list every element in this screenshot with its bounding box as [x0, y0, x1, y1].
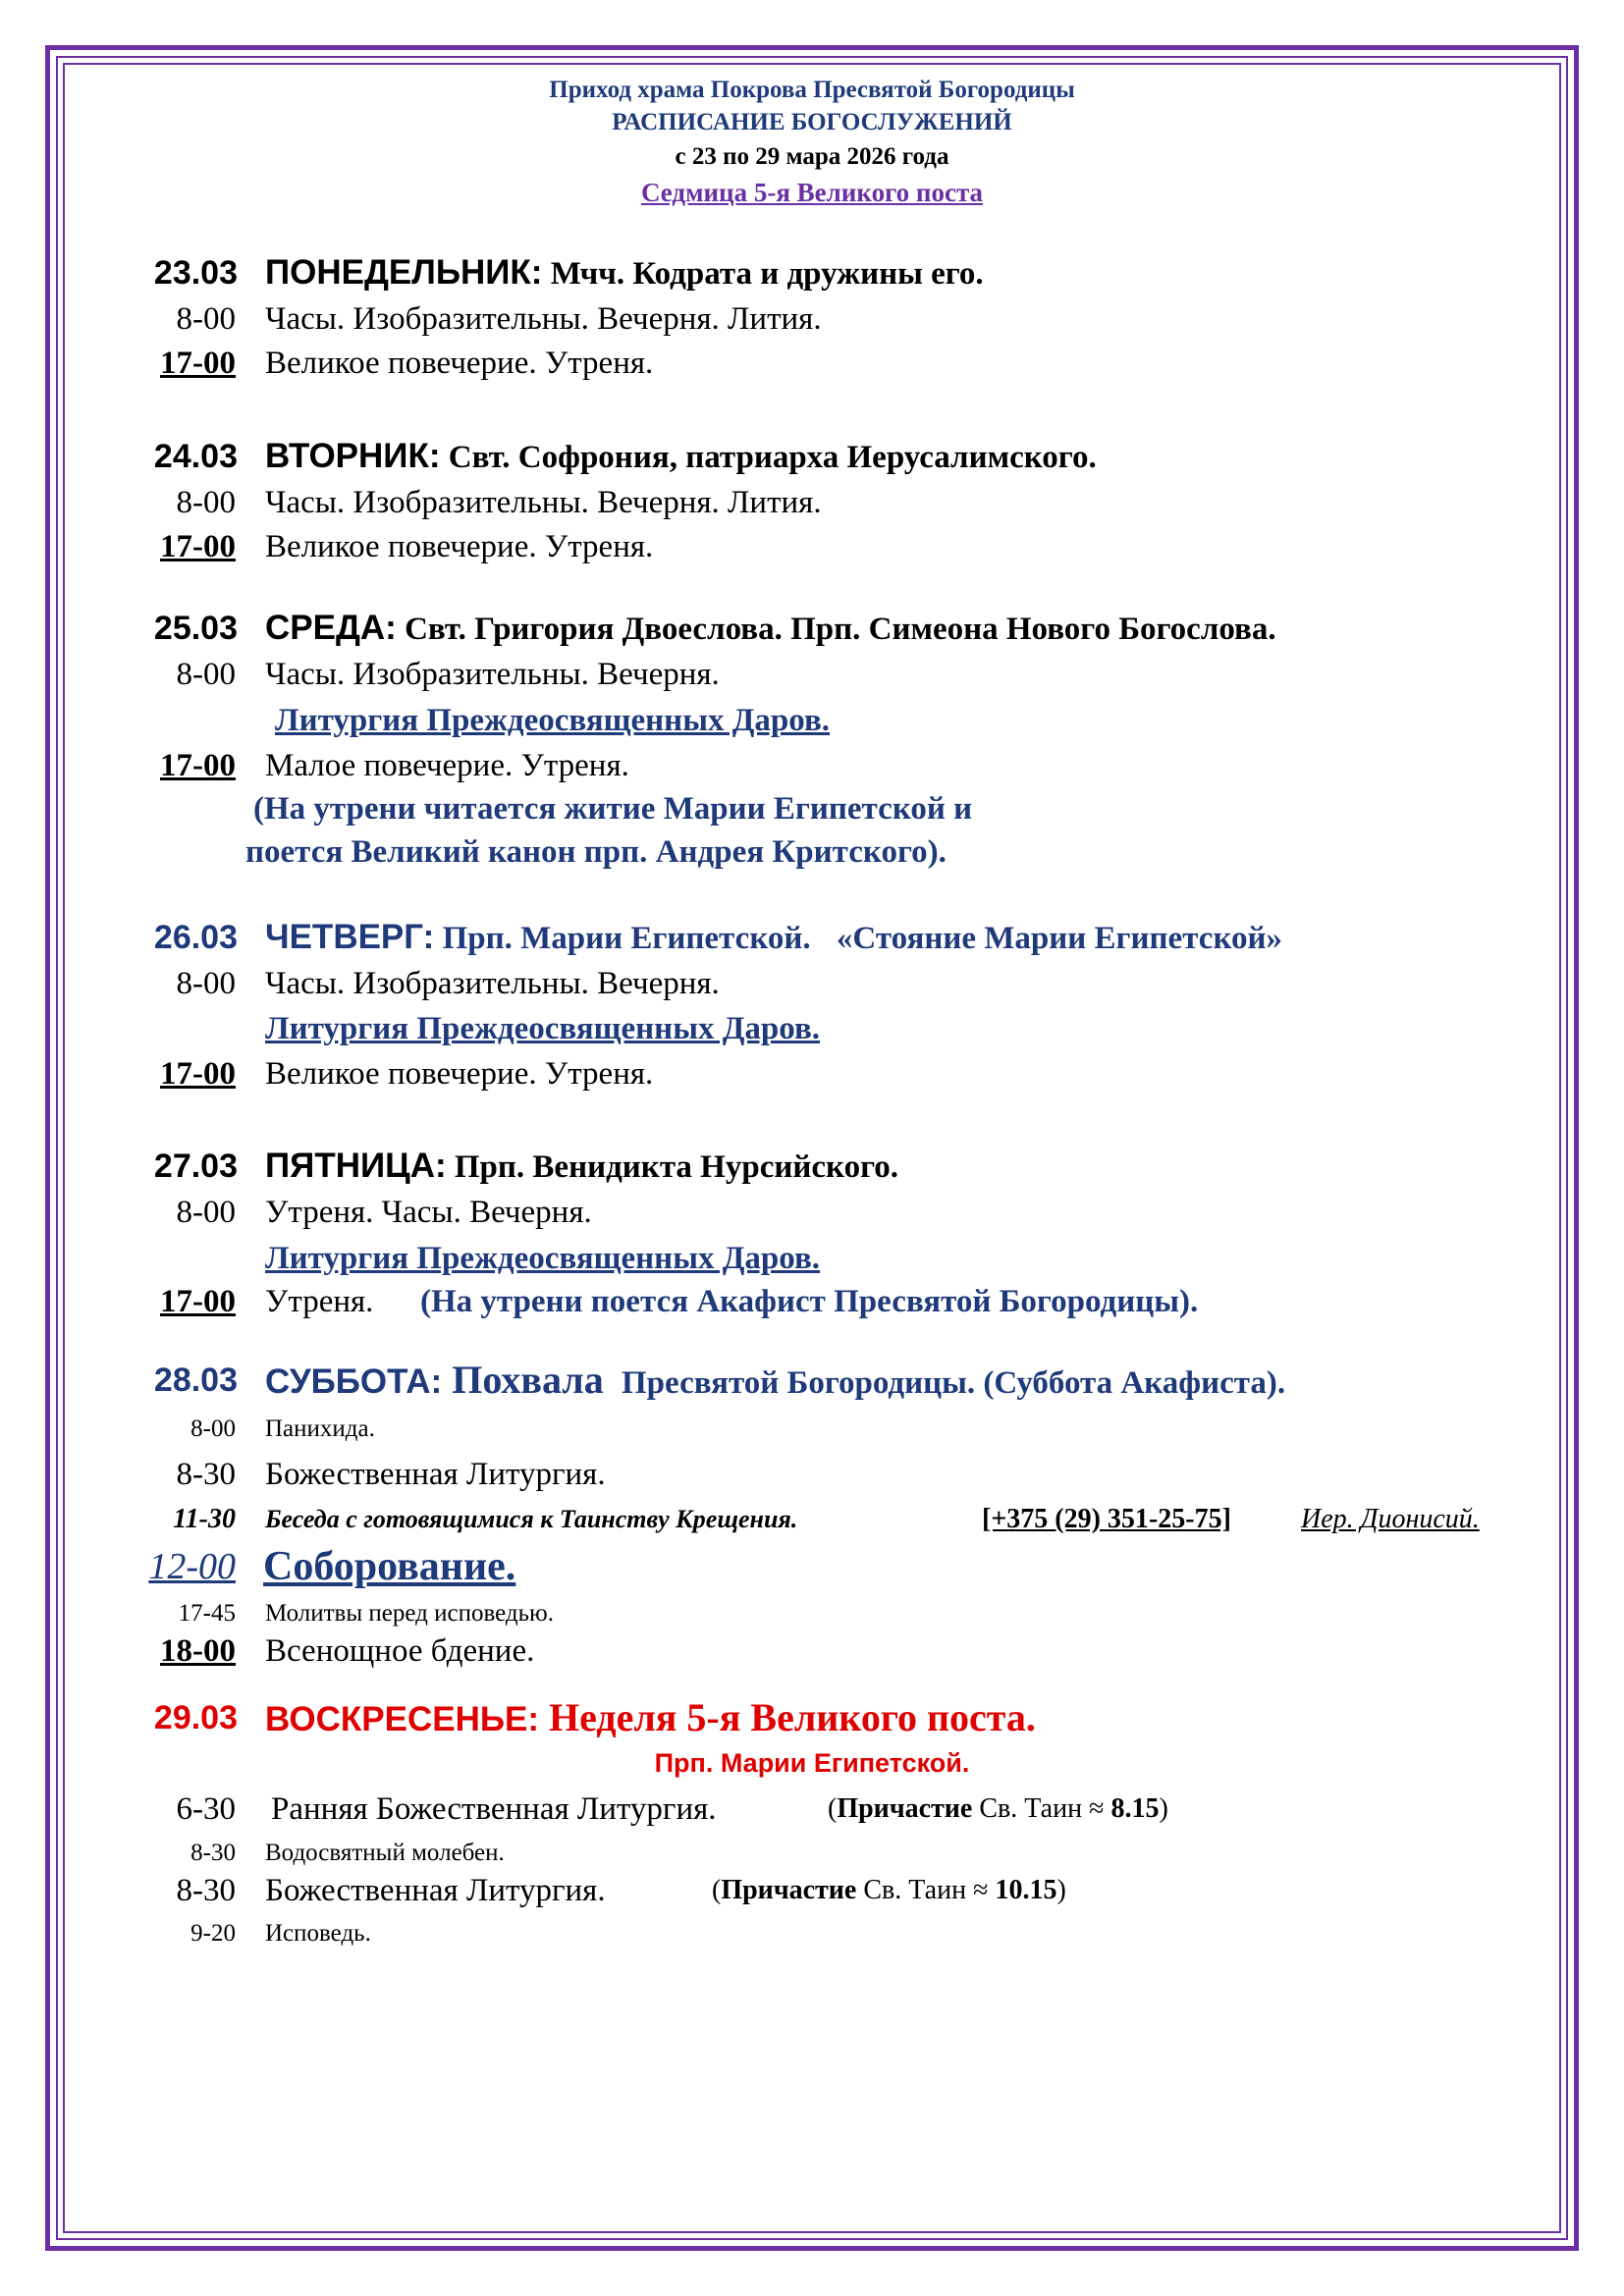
- communion-note: [712, 1871, 1066, 1910]
- service-time: 8-00: [190, 1415, 236, 1442]
- day-title: [265, 1358, 1286, 1403]
- day-header: [0, 1147, 1624, 1186]
- service-name: Часы. Изобразительны. Вечерня.: [265, 966, 720, 1001]
- day-feast: Неделя 5-я Великого поста.: [539, 1695, 1036, 1739]
- day-date: 24.03: [153, 438, 238, 475]
- day-title: [265, 1695, 1036, 1740]
- service-name: Литургия Преждеосвященных Даров.: [265, 1011, 821, 1046]
- schedule-item: [0, 1009, 1624, 1048]
- week-title: Седмица 5-я Великого поста: [640, 178, 984, 207]
- day-name: ЧЕТВЕРГ:: [265, 918, 435, 956]
- schedule-item: [0, 789, 1624, 828]
- day-title: [265, 253, 984, 294]
- schedule-item: [0, 832, 1624, 872]
- day-header: [0, 1358, 1624, 1402]
- schedule-item: [0, 1455, 1624, 1494]
- communion-part: Причастие: [837, 1793, 973, 1824]
- communion-note: [828, 1789, 1168, 1829]
- schedule-item: [0, 1631, 1624, 1671]
- service-name: Утреня. Часы. Вечерня.: [265, 1195, 592, 1230]
- schedule-item: [0, 1282, 1624, 1321]
- service-name: Панихида.: [265, 1415, 375, 1442]
- schedule-item: [0, 701, 1624, 740]
- schedule-item: [0, 746, 1624, 785]
- day-header: [0, 253, 1624, 293]
- service-name: Великое повечерие. Утреня.: [265, 1056, 654, 1092]
- service-note: Иер. Дионисий.: [1301, 1504, 1480, 1534]
- page-title: РАСПИСАНИЕ БОГОСЛУЖЕНИЙ: [612, 109, 1012, 135]
- communion-part: Св. Таин ≈: [856, 1875, 996, 1905]
- service-time: 8-30: [190, 1840, 236, 1866]
- service-time: 11-30: [173, 1504, 236, 1534]
- day-feast-secondary: «Стояние Марии Египетской»: [828, 921, 1283, 956]
- service-name: Часы. Изобразительны. Вечерня. Лития.: [265, 301, 822, 337]
- day-header: [0, 437, 1624, 476]
- service-name: (На утрени читается житие Марии Египетской и: [253, 791, 973, 827]
- schedule-item: [0, 1871, 1624, 1910]
- schedule-item: [0, 344, 1624, 383]
- service-time: 17-00: [160, 1284, 236, 1319]
- service-name: Беседа с готовящимися к Таинству Крещения.: [265, 1505, 798, 1533]
- service-time: 6-30: [176, 1791, 236, 1827]
- schedule-item: [0, 1544, 1624, 1589]
- day-date: 26.03: [153, 919, 238, 956]
- day-title: [265, 1147, 898, 1187]
- day-feast: Похвала: [442, 1358, 604, 1402]
- day-date: 27.03: [153, 1148, 238, 1185]
- day-date: 29.03: [153, 1699, 238, 1736]
- day-feast: Прп. Венидикта Нурсийского.: [446, 1149, 899, 1185]
- day-date: 23.03: [153, 254, 238, 292]
- schedule-item: [0, 964, 1624, 1003]
- service-name: Божественная Литургия.: [265, 1873, 606, 1908]
- communion-part: ): [1159, 1793, 1168, 1824]
- schedule-item: [0, 1054, 1624, 1094]
- service-name: Божественная Литургия.: [265, 1457, 606, 1492]
- day-header: [0, 1695, 1624, 1739]
- day-title: [265, 437, 1097, 477]
- service-name: Литургия Преждеосвященных Даров.: [265, 1241, 821, 1276]
- schedule-item: [0, 1239, 1624, 1278]
- day-feast: Мчч. Кодрата и дружины его.: [542, 256, 984, 292]
- schedule-item: [0, 483, 1624, 522]
- service-name: Исповедь.: [265, 1920, 371, 1947]
- schedule-item: [0, 655, 1624, 694]
- service-name: Молитвы перед исповедью.: [265, 1600, 554, 1627]
- service-time: 8-00: [176, 485, 236, 520]
- day-name: СРЕДА:: [265, 609, 397, 647]
- schedule-item: [0, 1193, 1624, 1232]
- schedule-item: [0, 1410, 1624, 1449]
- communion-part: (: [828, 1793, 838, 1824]
- service-time: 8-00: [176, 301, 236, 337]
- schedule-item: [0, 1789, 1624, 1829]
- service-name: Часы. Изобразительны. Вечерня. Лития.: [265, 485, 822, 520]
- date-range: с 23 по 29 мара 2026 года: [675, 143, 949, 170]
- service-time: 8-30: [176, 1457, 236, 1492]
- communion-part: Св. Таин ≈: [972, 1793, 1111, 1824]
- day-name: ВОСКРЕСЕНЬЕ:: [265, 1700, 540, 1738]
- service-name: Литургия Преждеосвященных Даров.: [275, 703, 831, 738]
- day-feast: Прп. Марии Египетской.: [434, 921, 811, 956]
- service-time: 17-00: [160, 346, 236, 381]
- parish-name: Приход храма Покрова Пресвятой Богородицы: [549, 77, 1075, 103]
- service-note: (На утрени поется Акафист Пресвятой Богородицы).: [420, 1284, 1199, 1319]
- day-feast-secondary: Прп. Марии Египетской.: [654, 1748, 970, 1778]
- schedule-item: [0, 1594, 1624, 1633]
- day-header: [0, 918, 1624, 957]
- schedule-item: [0, 1500, 1624, 1539]
- day-header: [0, 609, 1624, 648]
- day-name: ПЯТНИЦА:: [265, 1147, 447, 1185]
- day-date: 28.03: [153, 1362, 238, 1399]
- service-name: Всенощное бдение.: [265, 1633, 535, 1669]
- service-name: Малое повечерие. Утреня.: [265, 748, 629, 783]
- day-feast: Свт. Григория Двоеслова. Прп. Симеона Нового Богослова.: [396, 612, 1276, 647]
- service-time: 8-30: [176, 1873, 236, 1908]
- service-time: 17-00: [160, 529, 236, 564]
- service-name: Соборование.: [263, 1544, 516, 1589]
- service-name: поется Великий канон прп. Андрея Критского).: [245, 834, 947, 870]
- schedule-item: [0, 527, 1624, 566]
- schedule-item: [0, 1914, 1624, 1953]
- day-feast-secondary: Пресвятой Богородицы. (Суббота Акафиста).: [613, 1365, 1286, 1401]
- schedule-item: [0, 1834, 1624, 1873]
- day-title: [265, 918, 1282, 958]
- service-time: 8-00: [176, 657, 236, 692]
- service-name: Ранняя Божественная Литургия.: [271, 1791, 717, 1827]
- day-name: ВТОРНИК:: [265, 437, 441, 475]
- day-feast-subtitle: [0, 1743, 1624, 1783]
- communion-part: 10.15: [995, 1875, 1057, 1905]
- service-time: 17-00: [160, 1056, 236, 1092]
- service-time: 8-00: [176, 1195, 236, 1230]
- communion-part: 8.15: [1110, 1793, 1160, 1824]
- service-time: 8-00: [176, 966, 236, 1001]
- service-name: Утреня.: [265, 1284, 374, 1319]
- service-time: 17-00: [160, 748, 236, 783]
- schedule-item: [0, 299, 1624, 339]
- service-name: Великое повечерие. Утреня.: [265, 529, 654, 564]
- service-time: 17-45: [178, 1600, 236, 1627]
- day-feast: Свт. Софрония, патриарха Иерусалимского.: [440, 440, 1097, 475]
- service-name: Часы. Изобразительны. Вечерня.: [265, 657, 720, 692]
- communion-part: Причастие: [721, 1875, 857, 1905]
- communion-part: (: [712, 1875, 722, 1905]
- service-note: [+375 (29) 351-25-75]: [982, 1504, 1231, 1534]
- service-name: Великое повечерие. Утреня.: [265, 346, 654, 381]
- day-name: СУББОТА:: [265, 1362, 443, 1401]
- day-date: 25.03: [153, 610, 238, 647]
- service-time: 9-20: [190, 1920, 236, 1947]
- service-time: 18-00: [160, 1633, 236, 1669]
- service-name: Водосвятный молебен.: [265, 1840, 505, 1866]
- communion-part: ): [1056, 1875, 1066, 1905]
- day-name: ПОНЕДЕЛЬНИК:: [265, 253, 543, 292]
- day-title: [265, 609, 1276, 649]
- service-time: 12-00: [148, 1546, 236, 1587]
